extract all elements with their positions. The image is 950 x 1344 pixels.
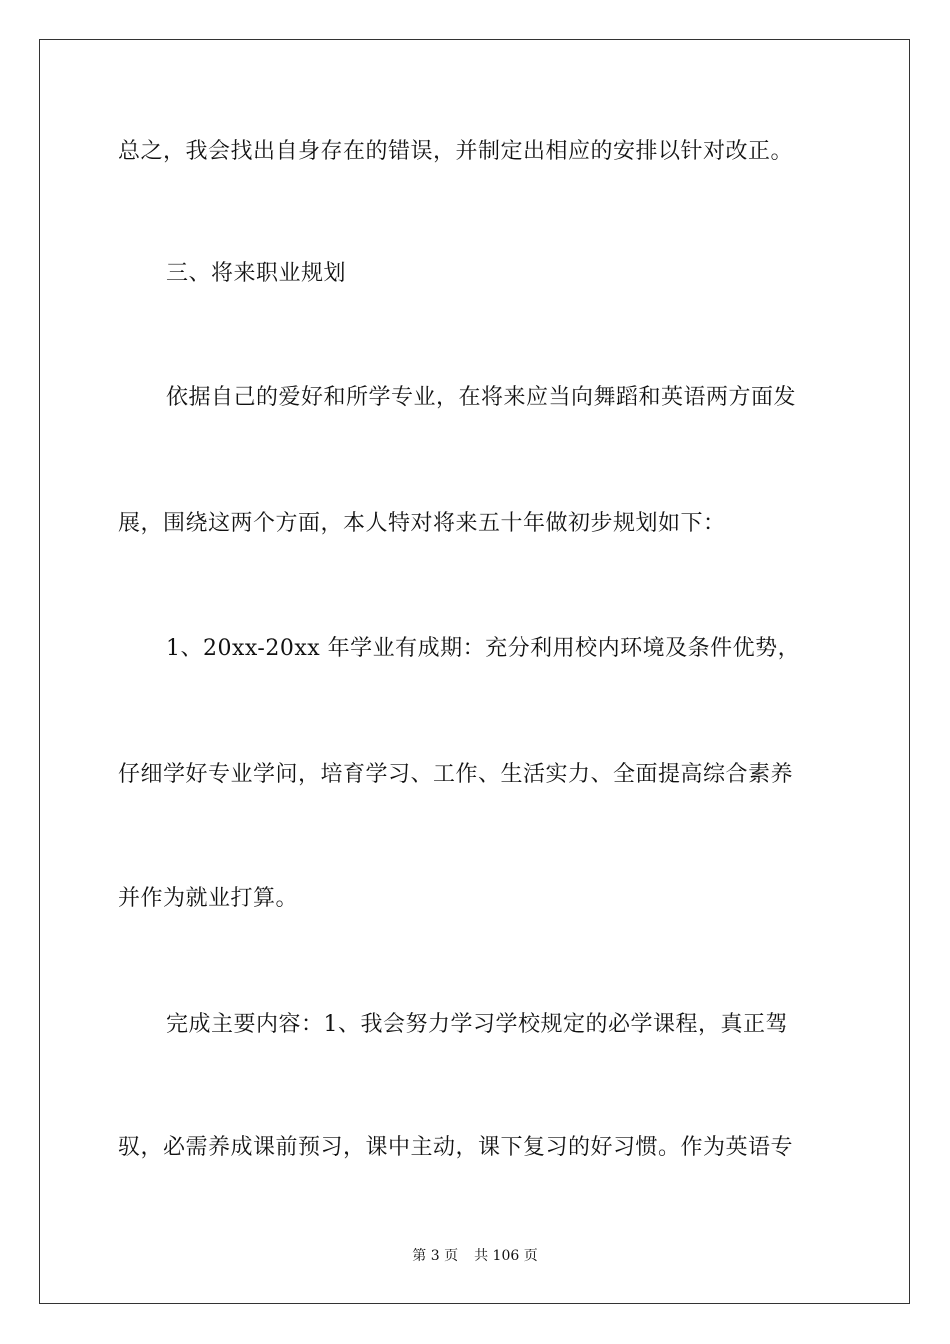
paragraph-line: 完成主要内容：1、我会努力学习学校规定的必学课程，真正驾	[166, 1012, 788, 1037]
paragraph-line: 驭，必需养成课前预习，课中主动，课下复习的好习惯。作为英语专	[118, 1135, 794, 1160]
paragraph-line: 并作为就业打算。	[118, 886, 299, 911]
page-total: 共 106 页	[474, 1248, 538, 1264]
paragraph-line: 展，围绕这两个方面，本人特对将来五十年做初步规划如下：	[118, 511, 726, 536]
paragraph-line: 仔细学好专业学问，培育学习、工作、生活实力、全面提高综合素养	[118, 762, 794, 787]
paragraph-line: 依据自己的爱好和所学专业，在将来应当向舞蹈和英语两方面发	[166, 385, 797, 410]
paragraph-line: 1、20xx-20xx 年学业有成期：充分利用校内环境及条件优势，	[166, 636, 801, 661]
page-footer	[0, 1246, 950, 1266]
paragraph-line: 总之，我会找出自身存在的错误，并制定出相应的安排以针对改正。	[118, 139, 794, 164]
section-heading: 三、将来职业规划	[166, 261, 347, 286]
page-number: 第 3 页	[412, 1248, 459, 1264]
page-border	[39, 39, 910, 1304]
